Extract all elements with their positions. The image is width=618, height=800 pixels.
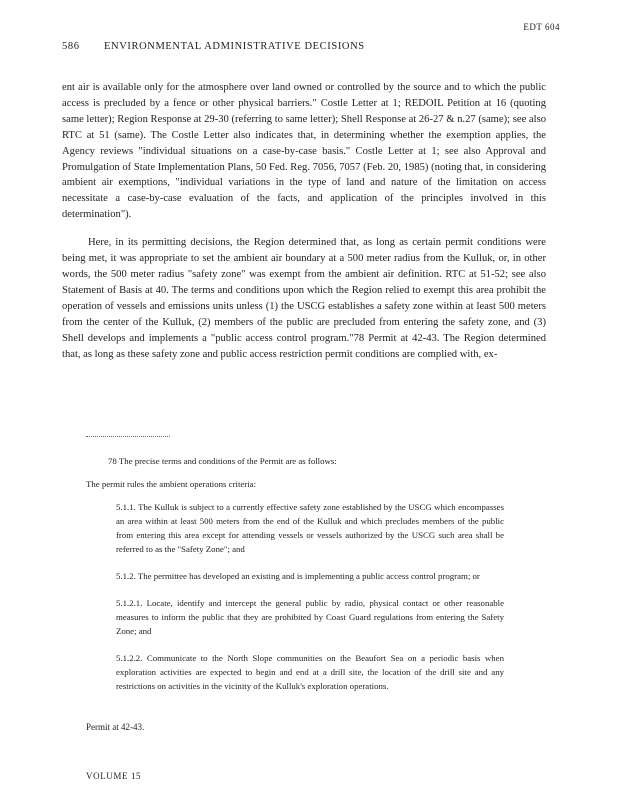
footnote-intro: The permit rules the ambient operations criteria: xyxy=(86,479,257,489)
running-header xyxy=(62,41,365,52)
footnote-item: 5.1.1. The Kulluk is subject to a currently effective safety zone established by the USCG which encompasses an area within at least 500 meters from the end of the Kulluk and which precludes members of the public from entering this area except for attending vessels or vessels authorized by the USCG such area shall be referred to as the "Safety Zone"; and xyxy=(116,502,504,554)
page-number: 586 xyxy=(62,41,80,52)
footnote-item: 5.1.2.2. Communicate to the North Slope communities on the Beaufort Sea on a periodic basis when exploration activities are expected to begin and end at a drill site, the location of the drill site and any restrictions on activities in the vicinity of the Kulluk's exploration operations. xyxy=(116,653,504,691)
running-title: ENVIRONMENTAL ADMINISTRATIVE DECISIONS xyxy=(104,41,365,52)
footnote xyxy=(86,454,518,706)
paragraph: Here, in its permitting decisions, the Region determined that, as long as certain permit conditions were being met, it was appropriate to set the ambient air boundary at a 500 meter radius from the Kulluk, or, in other words, the 500 meter radius "safety zone" was exempt from the ambient air definition. RTC at 51-52; see also Statement of Basis at 40. The terms and conditions upon which the Region relied to exempt this area prohibit the operation of vessels and emissions units unless (1) the USCG establishes a safety zone within at least 500 meters from the center of the Kulluk, (2) members of the public are precluded from entering the safety zone, and (3) Shell develops and implements a "public access control program."78 Permit at 42-43. The Region determined that, as long as these safety zone and public access restriction permit conditions are complied with, ex- xyxy=(62,237,546,360)
paragraph: ent air is available only for the atmosphere over land owned or controlled by the source and to which the public access is precluded by a fence or other physical barriers." Costle Letter at 1; REDOIL Petition at 16 (quoting same letter); Region Response at 29-30 (referring to same letter); Shell Response at 26-27 & n.27 (same); see also RTC at 51 (same). The Costle Letter also indicates that, in determining whether the exemption applies, the Agency reviews "individual situations on a case-by-case basis." Costle Letter at 1; see also Approval and Promulgation of State Implementation Plans, 50 Fed. Reg. 7056, 7057 (Feb. 20, 1985) (noting that, in considering ambient air exemptions, "individual variations in the type of land and nature of the limitation on access necessitate a case-by-case evaluation of the facts, and application of the principles involved in this determination"). xyxy=(62,82,546,221)
page-id: EDT 604 xyxy=(523,22,560,32)
footnote-lead: 78 The precise terms and conditions of the Permit are as follows: xyxy=(108,456,337,466)
body-text xyxy=(62,80,546,362)
footnote-item: 5.1.2. The permittee has developed an existing and is implementing a public access control program; or xyxy=(116,571,480,581)
footnote-item: 5.1.2.1. Locate, identify and intercept the general public by radio, physical contact or other reasonable measures to inform the public that they are prohibited by Coast Guard regulations from entering the Safety Zone; and xyxy=(116,598,504,636)
footnote-separator xyxy=(86,436,170,437)
page-footer: VOLUME 15 xyxy=(86,771,142,781)
footnote-citation: Permit at 42-43. xyxy=(86,722,145,732)
